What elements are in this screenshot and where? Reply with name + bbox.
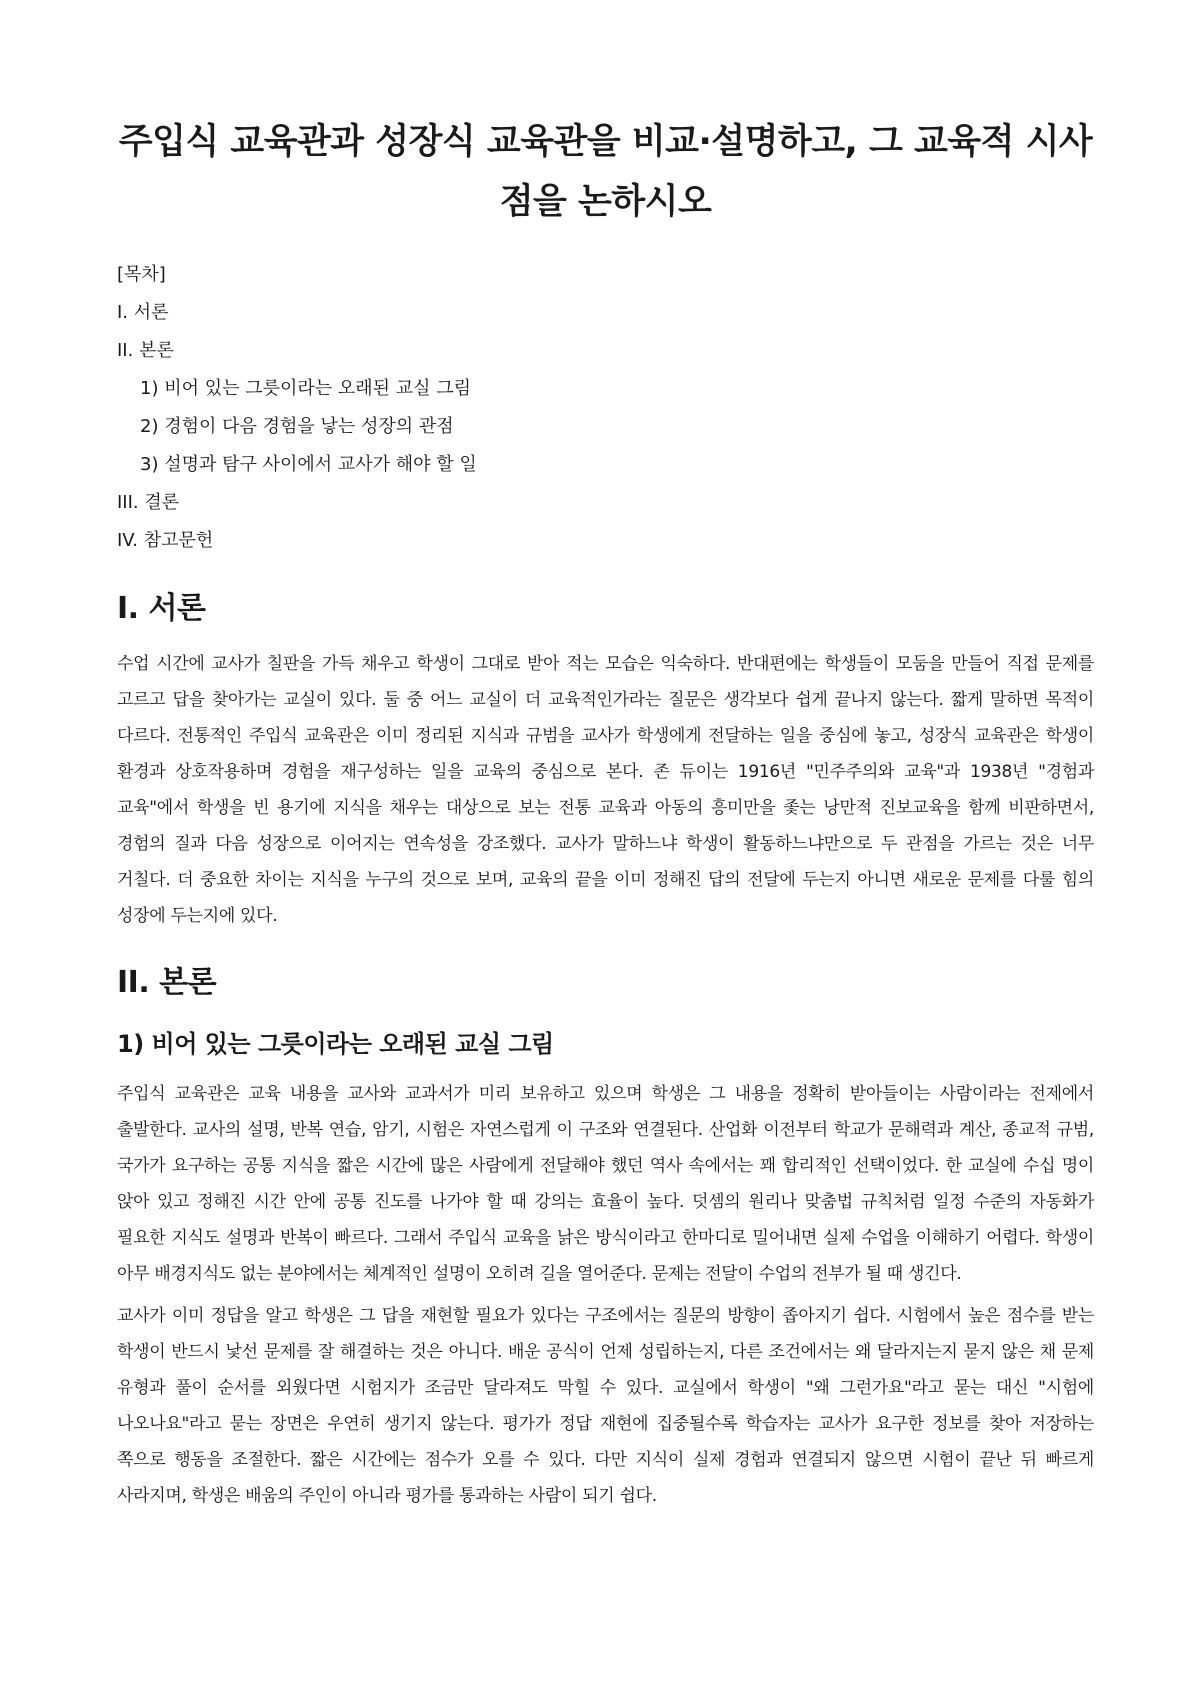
table-of-contents bbox=[117, 256, 1094, 560]
toc-item: IV. 참고문헌 bbox=[117, 530, 214, 551]
paragraph: 수업 시간에 교사가 칠판을 가득 채우고 학생이 그대로 받아 적는 모습은 익숙하다. 반대편에는 학생들이 모둠을 만들어 직접 문제를 고르고 답을 찾아가는 교실이 있다. 둘 중 어느 교실이 더 교육적인가라는 질문은 생각보다 쉽게 끝나지 않는다. 짧게 말하면 목적이 다르다. 전통적인 주입식 교육관은 이미 정리된 지식과 규범을 교사가 학생에게 전달하는 일을 중심에 놓고, 성장식 교육관은 학생이 환경과 상호작용하며 경험을 재구성하는 일을 교육의 중심으로 본다. 존 듀이는 1916년 "민주주의와 교육"과 1938년 "경험과 교육"에서 학생을 빈 용기에 지식을 채우는 대상으로 보는 전통 교육과 아동의 흥미만을 좇는 낭만적 진보교육을 함께 비판하면서, 경험의 질과 다음 성장으로 이어지는 연속성을 강조했다. 교사가 말하느냐 학생이 활동하느냐만으로 두 관점을 가르는 것은 너무 거칠다. 더 중요한 차이는 지식을 누구의 것으로 보며, 교육의 끝을 이미 정해진 답의 전달에 두는지 아니면 새로운 문제를 다룰 힘의 성장에 두는지에 있다. bbox=[117, 654, 1094, 926]
toc-item: II. 본론 bbox=[117, 340, 174, 361]
paragraph: 교사가 이미 정답을 알고 학생은 그 답을 재현할 필요가 있다는 구조에서는 질문의 방향이 좁아지기 쉽다. 시험에서 높은 점수를 받는 학생이 반드시 낯선 문제를 잘 해결하는 것은 아니다. 배운 공식이 언제 성립하는지, 다른 조건에서는 왜 달라지는지 묻지 않은 채 문제 유형과 풀이 순서를 외웠다면 시험지가 조금만 달라져도 막힐 수 있다. 교실에서 학생이 "왜 그런가요"라고 묻는 대신 "시험에 나오나요"라고 묻는 장면은 우연히 생기지 않는다. 평가가 정답 재현에 집중될수록 학습자는 교사가 요구한 정보를 찾아 저장하는 쪽으로 행동을 조절한다. 짧은 시간에는 점수가 오를 수 있다. 다만 지식이 실제 경험과 연결되지 않으면 시험이 끝난 뒤 빠르게 사라지며, 학생은 배움의 주인이 아니라 평가를 통과하는 사람이 되기 쉽다. bbox=[117, 1306, 1094, 1506]
section-body bbox=[117, 962, 1094, 1514]
toc-item: 3) 설명과 탐구 사이에서 교사가 해야 할 일 bbox=[140, 454, 477, 475]
toc-item: III. 결론 bbox=[117, 492, 180, 513]
toc-heading: [목차] bbox=[117, 264, 166, 285]
section-intro bbox=[117, 588, 1094, 934]
document-title: 주입식 교육관과 성장식 교육관을 비교·설명하고, 그 교육적 시사점을 논하시오 bbox=[118, 122, 1093, 222]
toc-item: I. 서론 bbox=[117, 302, 169, 323]
subsection-heading: 1) 비어 있는 그릇이라는 오래된 교실 그림 bbox=[117, 1030, 554, 1058]
paragraph: 주입식 교육관은 교육 내용을 교사와 교과서가 미리 보유하고 있으며 학생은 그 내용을 정확히 받아들이는 사람이라는 전제에서 출발한다. 교사의 설명, 반복 연습, 암기, 시험은 자연스럽게 이 구조와 연결된다. 산업화 이전부터 학교가 문해력과 계산, 종교적 규범, 국가가 요구하는 공통 지식을 짧은 시간에 많은 사람에게 전달해야 했던 역사 속에서는 꽤 합리적인 선택이었다. 한 교실에 수십 명이 앉아 있고 정해진 시간 안에 공통 진도를 나가야 할 때 강의는 효율이 높다. 덧셈의 원리나 맞춤법 규칙처럼 일정 수준의 자동화가 필요한 지식도 설명과 반복이 빠르다. 그래서 주입식 교육을 낡은 방식이라고 한마디로 밀어내면 실제 수업을 이해하기 어렵다. 학생이 아무 배경지식도 없는 분야에서는 체계적인 설명이 오히려 길을 열어준다. 문제는 전달이 수업의 전부가 될 때 생긴다. bbox=[117, 1084, 1094, 1284]
subsection-1 bbox=[117, 1026, 1094, 1514]
toc-item: 1) 비어 있는 그릇이라는 오래된 교실 그림 bbox=[140, 378, 472, 399]
toc-item: 2) 경험이 다음 경험을 낳는 성장의 관점 bbox=[140, 416, 454, 437]
section-heading: I. 서론 bbox=[117, 591, 206, 626]
section-heading: II. 본론 bbox=[117, 965, 217, 1000]
